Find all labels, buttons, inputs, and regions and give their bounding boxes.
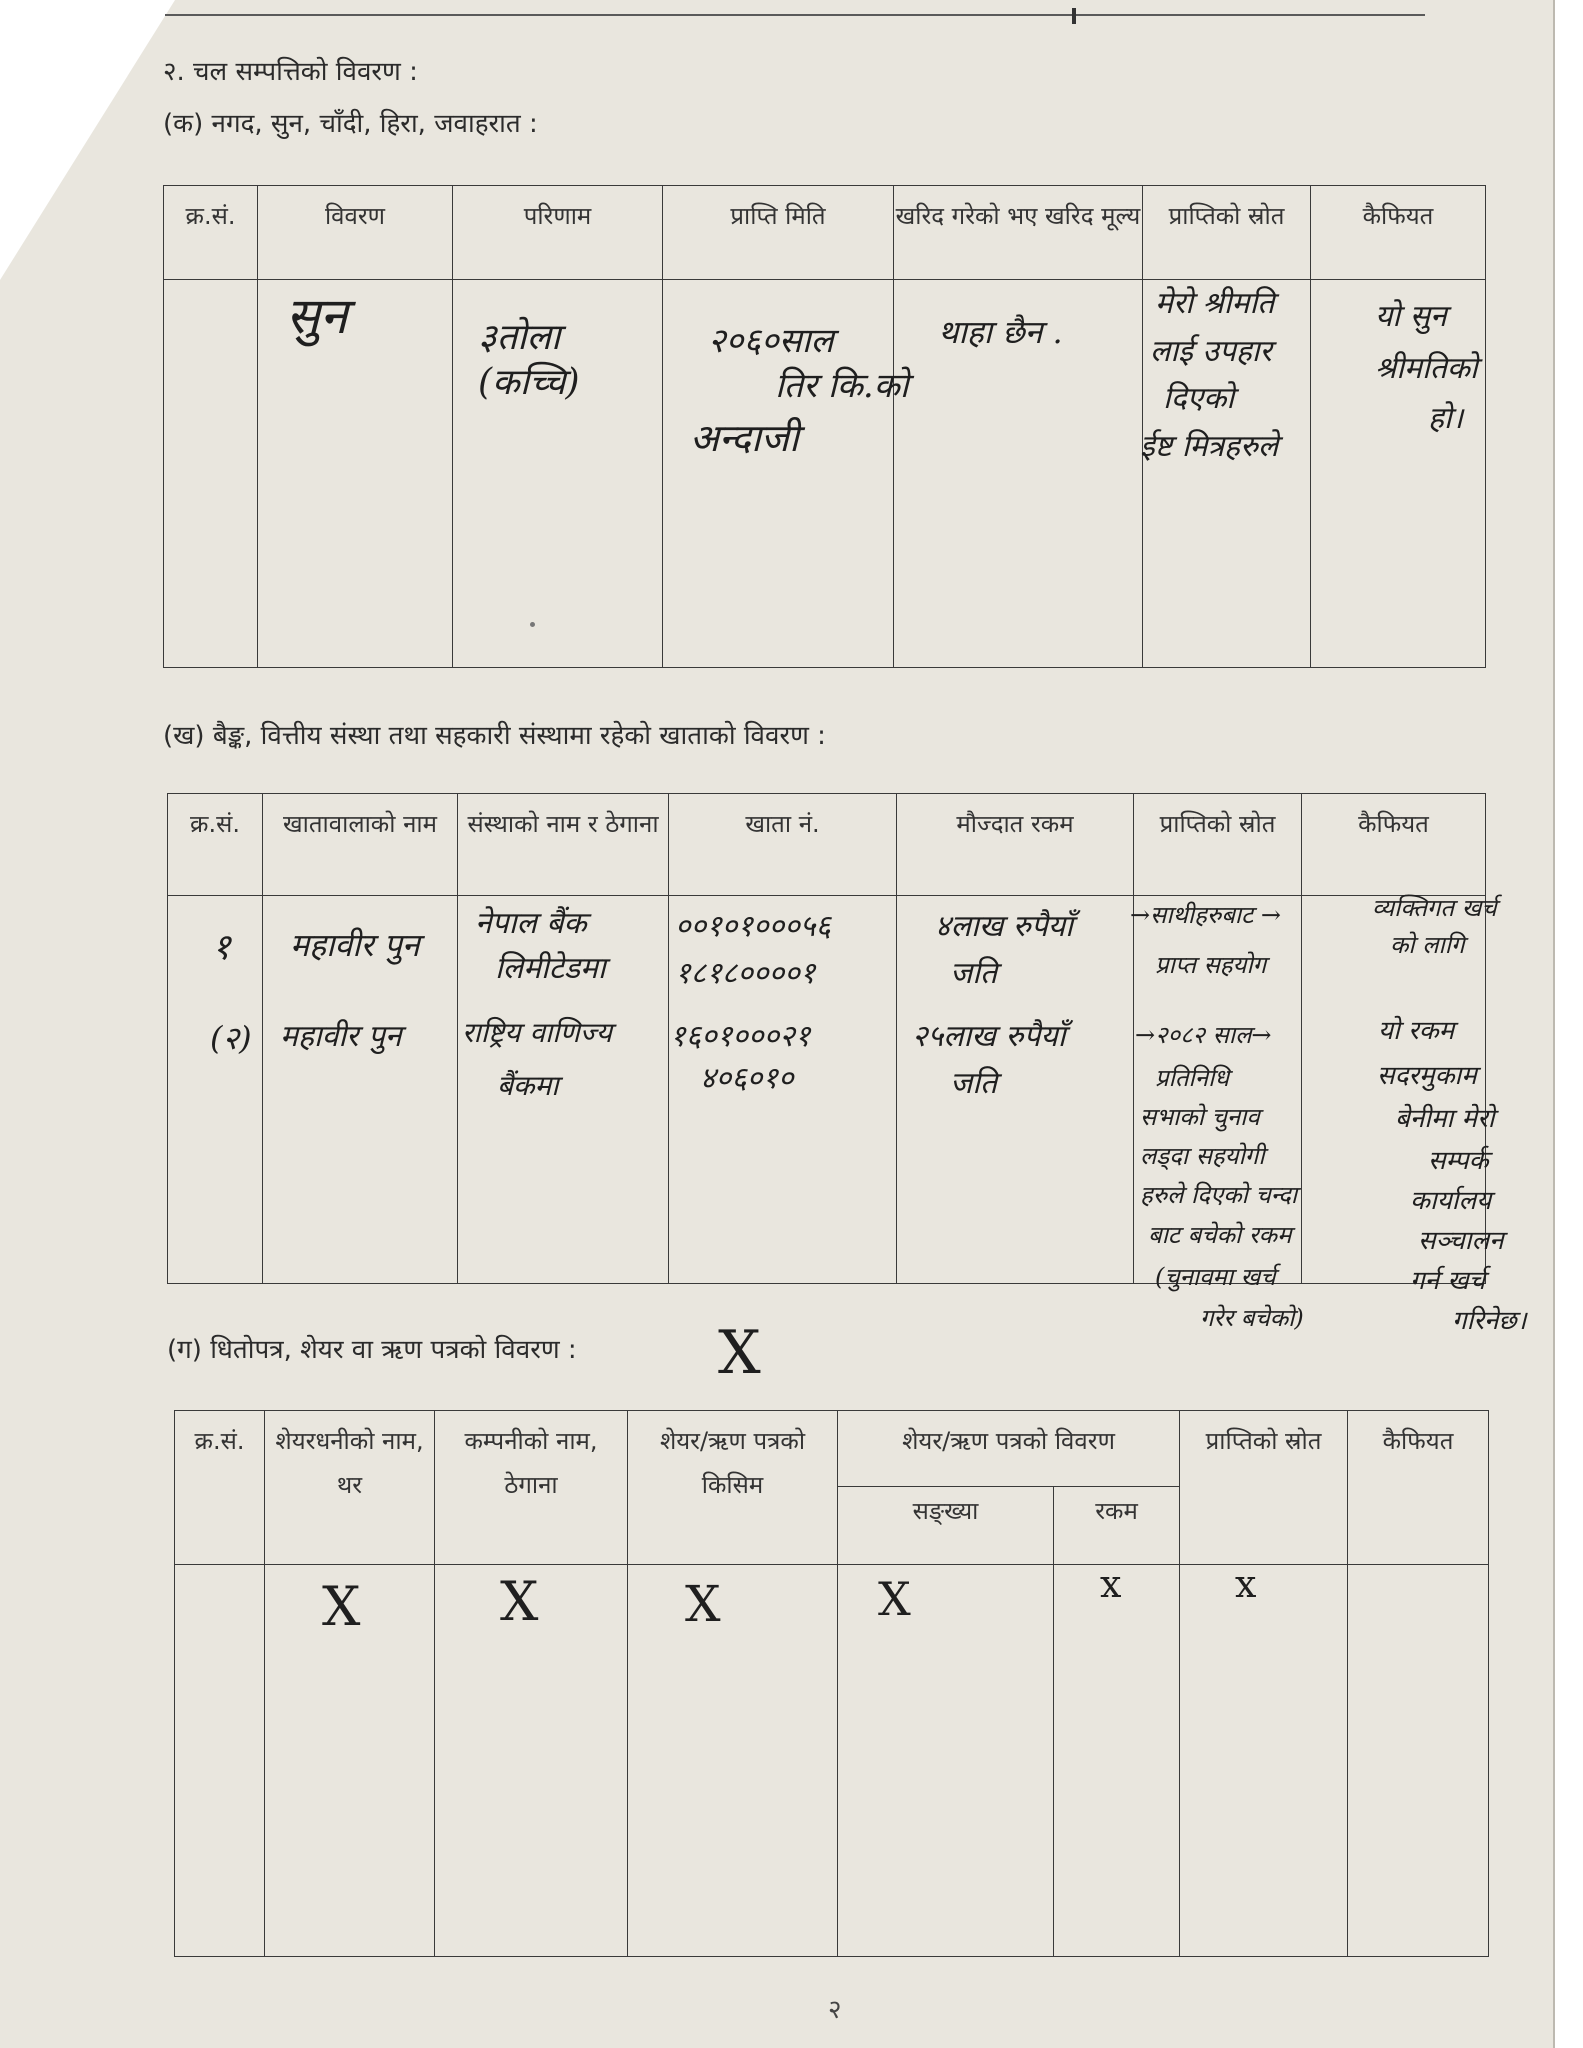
subsection-c-heading: (ग) धितोपत्र, शेयर वा ऋण पत्रको विवरण : xyxy=(167,1335,577,1365)
handwritten-remarks-2: श्रीमतिको xyxy=(1375,351,1478,386)
handwritten-source-2a: →२०८२ साल→ xyxy=(1135,1021,1272,1049)
cross-mark-type: X xyxy=(685,1575,721,1633)
handwritten-account-2b: ४०६०१० xyxy=(700,1061,794,1096)
handwritten-institution-1a: नेपाल बैंक xyxy=(475,906,587,941)
column-header-sn: क्र.सं. xyxy=(164,186,258,280)
cross-mark-company: X xyxy=(500,1570,539,1633)
top-mark xyxy=(1072,8,1076,24)
handwritten-account-1a: ००१०१०००५६ xyxy=(675,909,831,944)
page-number: २ xyxy=(828,1995,842,2025)
handwritten-holder-1: महावीर पुन xyxy=(290,926,420,964)
handwritten-source-2b: प्रतिनिधि xyxy=(1155,1064,1230,1092)
handwritten-remarks-2h: गरिनेछ। xyxy=(1452,1306,1527,1336)
column-header-price: खरिद गरेको भए खरिद मूल्य xyxy=(894,186,1143,280)
column-header-source: प्राप्तिको स्रोत xyxy=(1180,1411,1348,1565)
handwritten-institution-2b: बैंकमा xyxy=(497,1069,559,1102)
subsection-b-heading: (ख) बैङ्क, वित्तीय संस्था तथा सहकारी संस्थामा रहेको खाताको विवरण : xyxy=(163,721,826,751)
column-header-amount: रकम xyxy=(1054,1487,1180,1565)
cross-mark-amount: x xyxy=(1100,1562,1122,1606)
handwritten-remarks-1: यो सुन xyxy=(1375,299,1447,334)
handwritten-remarks-2d: सम्पर्क xyxy=(1428,1146,1489,1176)
handwritten-remarks-3: हो। xyxy=(1428,401,1464,436)
column-header-type: शेयर/ऋण पत्रको किसिम xyxy=(628,1411,838,1565)
handwritten-source-1a: →साथीहरुबाट → xyxy=(1130,901,1281,929)
cross-mark-shareholder: X xyxy=(322,1575,361,1638)
handwritten-quantity-2: (कच्चि) xyxy=(478,362,580,403)
handwritten-account-2a: १६०१०००२१ xyxy=(670,1019,811,1054)
column-header-quantity: परिणाम xyxy=(453,186,663,280)
handwritten-remarks-2g: गर्न खर्च xyxy=(1410,1266,1486,1296)
handwritten-quantity-1: ३तोला xyxy=(478,317,561,358)
handwritten-balance-1a: ४लाख रुपैयाँ xyxy=(935,909,1073,944)
handwritten-remarks-1b: को लागि xyxy=(1390,931,1465,959)
table-header-row xyxy=(175,1411,1489,1487)
handwritten-date-3: अन्दाजी xyxy=(690,416,799,460)
table-header-row xyxy=(164,186,1486,280)
handwritten-remarks-2b: सदरमुकाम xyxy=(1377,1061,1477,1091)
handwritten-source-4: ईष्ट मित्रहरुले xyxy=(1140,429,1279,464)
column-header-source: प्राप्तिको स्रोत xyxy=(1143,186,1311,280)
handwritten-item: सुन xyxy=(286,287,348,345)
page-edge-line xyxy=(1553,0,1555,2048)
handwritten-remarks-2e: कार्यालय xyxy=(1410,1186,1492,1216)
handwritten-remarks-2f: सञ्चालन xyxy=(1418,1226,1504,1256)
column-header-balance: मौज्दात रकम xyxy=(897,794,1134,896)
cash-gold-table xyxy=(163,185,1486,668)
handwritten-source-1: मेरो श्रीमति xyxy=(1155,286,1275,321)
table-row xyxy=(175,1565,1489,1957)
handwritten-balance-2a: २५लाख रुपैयाँ xyxy=(912,1019,1066,1054)
handwritten-source-2h: गरेर बचेको) xyxy=(1200,1304,1304,1332)
handwritten-source-2: लाई उपहार xyxy=(1150,334,1272,369)
page-edge xyxy=(1555,0,1583,2048)
securities-table xyxy=(174,1410,1489,1957)
handwritten-date-2: तिर कि.को xyxy=(775,366,909,406)
handwritten-institution-2a: राष्ट्रिय वाणिज्य xyxy=(462,1016,613,1049)
column-header-date: प्राप्ति मिति xyxy=(663,186,894,280)
paper-speck xyxy=(530,622,535,627)
section-heading: २. चल सम्पत्तिको विवरण : xyxy=(163,57,418,87)
column-header-sn: क्र.सं. xyxy=(168,794,263,896)
handwritten-source-3: दिएको xyxy=(1163,381,1235,416)
column-header-remarks: कैफियत xyxy=(1302,794,1486,896)
handwritten-source-2f: बाट बचेको रकम xyxy=(1148,1221,1292,1249)
handwritten-remarks-1a: व्यक्तिगत खर्च xyxy=(1372,894,1497,922)
handwritten-source-1b: प्राप्त सहयोग xyxy=(1155,951,1267,979)
column-header-count: सङ्ख्या xyxy=(838,1487,1054,1565)
handwritten-balance-2b: जति xyxy=(950,1066,998,1101)
table-header-row xyxy=(168,794,1486,896)
handwritten-sn-1: १ xyxy=(212,927,231,968)
handwritten-price: थाहा छैन . xyxy=(938,313,1063,351)
handwritten-remarks-2c: बेनीमा मेरो xyxy=(1395,1104,1495,1134)
handwritten-date-1: २०६०साल xyxy=(708,321,834,361)
column-header-sn: क्र.सं. xyxy=(175,1411,265,1565)
handwritten-holder-2: महावीर पुन xyxy=(280,1019,402,1054)
column-header-shareholder: शेयरधनीको नाम, थर xyxy=(265,1411,435,1565)
top-rule xyxy=(165,14,1425,16)
column-header-remarks: कैफियत xyxy=(1311,186,1486,280)
handwritten-source-2d: लड्दा सहयोगी xyxy=(1140,1142,1265,1170)
column-header-holder: खातावालाको नाम xyxy=(263,794,458,896)
column-header-company: कम्पनीको नाम, ठेगाना xyxy=(435,1411,628,1565)
cross-mark-count: X xyxy=(878,1572,911,1626)
column-header-details: शेयर/ऋण पत्रको विवरण xyxy=(838,1411,1180,1487)
handwritten-source-2c: सभाको चुनाव xyxy=(1140,1103,1260,1131)
handwritten-remarks-2a: यो रकम xyxy=(1378,1016,1455,1046)
column-header-account: खाता नं. xyxy=(669,794,897,896)
cross-mark-source: x xyxy=(1235,1562,1257,1606)
heading-cross-mark: X xyxy=(718,1318,761,1388)
handwritten-institution-1b: लिमीटेडमा xyxy=(495,951,606,986)
handwritten-source-2e: हरुले दिएको चन्दा xyxy=(1140,1181,1298,1209)
column-header-source: प्राप्तिको स्रोत xyxy=(1134,794,1302,896)
column-header-description: विवरण xyxy=(258,186,453,280)
handwritten-source-2g: (चुनावमा खर्च xyxy=(1155,1263,1276,1291)
folded-corner xyxy=(0,0,175,280)
handwritten-sn-2: (२) xyxy=(210,1019,252,1057)
column-header-remarks: कैफियत xyxy=(1348,1411,1489,1565)
subsection-a-heading: (क) नगद, सुन, चाँदी, हिरा, जवाहरात : xyxy=(163,109,538,139)
handwritten-account-1b: १८१८००००१ xyxy=(675,956,816,991)
column-header-institution: संस्थाको नाम र ठेगाना xyxy=(458,794,669,896)
handwritten-balance-1b: जति xyxy=(950,956,998,991)
